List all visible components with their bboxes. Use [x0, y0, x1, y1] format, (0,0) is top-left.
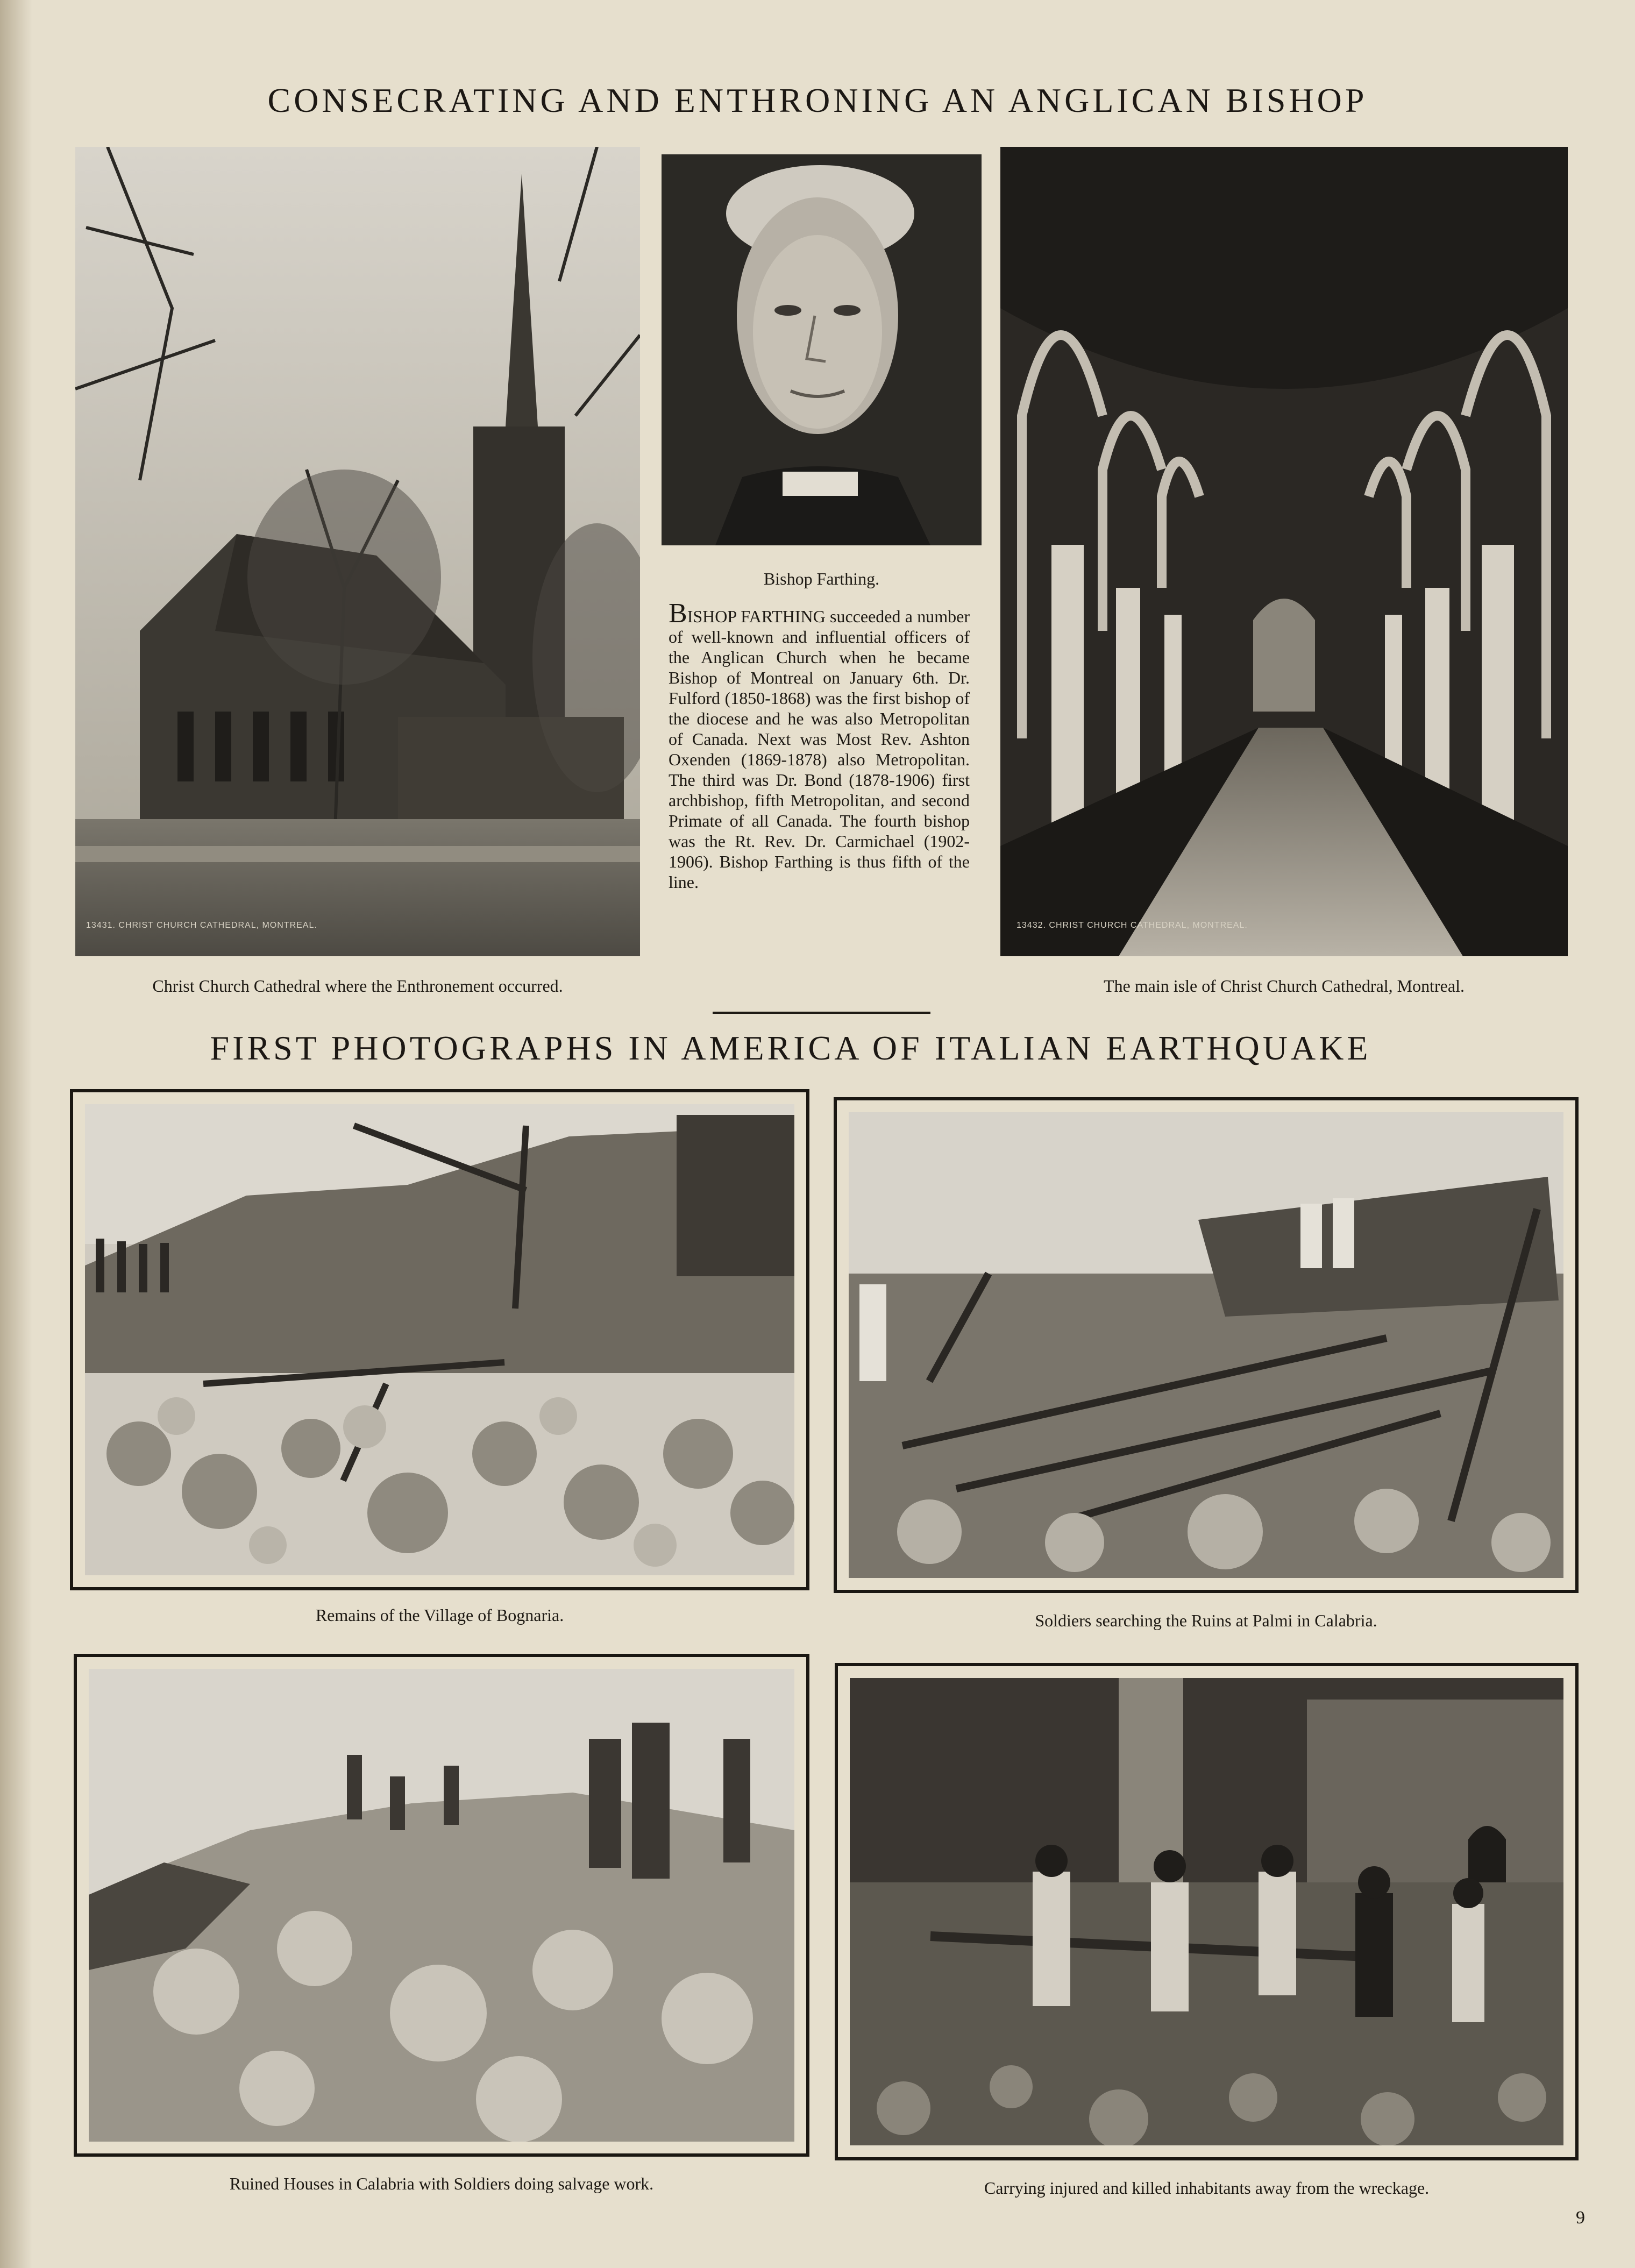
- bishop-farthing-article: [669, 598, 970, 892]
- palmi-caption: Soldiers searching the Ruins at Palmi in Calabria.: [1035, 1611, 1377, 1630]
- bognaria-photo: [85, 1104, 794, 1575]
- article-text: ISHOP FARTHING succeeded a number of well-known and influential officers of the Anglican Church when he became Bishop of Montreal on January 6th. Dr. Fulford (1850-1868) was the first bishop of the diocese and he was also Metropolitan of Canada. Next was Most Rev. Ashton Oxenden (1869-1878) also Metropolitan. The third was Dr. Bond (1878-1906) first archbishop, fifth Metropolitan, and second Primate of all Canada. The fourth bishop was the Rt. Rev. Dr. Carmichael (1902-1906). Bishop Farthing is thus fifth of the line.: [669, 607, 970, 892]
- bishop-farthing-portrait: [662, 154, 982, 545]
- page-binding-shadow: [0, 0, 32, 2268]
- page-number: 9: [1576, 2208, 1585, 2228]
- cathedral-interior-photo: [1000, 147, 1568, 956]
- cathedral-exterior-photo: [75, 147, 640, 956]
- headline-anglican-bishop: CONSECRATING AND ENTHRONING AN ANGLICAN BISHOP: [267, 81, 1368, 119]
- cathedral-interior-caption: The main isle of Christ Church Cathedral, Montreal.: [1104, 976, 1465, 996]
- cathedral-exterior-caption: Christ Church Cathedral where the Enthronement occurred.: [152, 976, 563, 996]
- portrait-caption: Bishop Farthing.: [763, 569, 880, 588]
- article-dropcap: B: [669, 598, 687, 629]
- cathedral-interior-plate-label: 13432. CHRIST CHURCH CATHEDRAL, MONTREAL.: [1016, 921, 1248, 930]
- bognaria-caption: Remains of the Village of Bognaria.: [315, 1605, 564, 1625]
- palmi-plate-frame: [834, 1097, 1579, 1593]
- headline-italian-earthquake: FIRST PHOTOGRAPHS IN AMERICA OF ITALIAN EARTHQUAKE: [210, 1029, 1371, 1067]
- carrying-injured-plate-frame: [835, 1663, 1579, 2160]
- palmi-photo: [849, 1112, 1563, 1578]
- bognaria-plate-frame: [70, 1089, 809, 1590]
- calabria-houses-plate-frame: [74, 1654, 809, 2157]
- calabria-houses-photo: [89, 1669, 794, 2142]
- carrying-injured-photo: [850, 1678, 1563, 2145]
- cathedral-exterior-plate-label: 13431. CHRIST CHURCH CATHEDRAL, MONTREAL.: [86, 921, 317, 930]
- carrying-injured-caption: Carrying injured and killed inhabitants away from the wreckage.: [984, 2178, 1430, 2198]
- calabria-houses-caption: Ruined Houses in Calabria with Soldiers doing salvage work.: [229, 2174, 654, 2193]
- headline-divider-rule: [713, 1012, 930, 1014]
